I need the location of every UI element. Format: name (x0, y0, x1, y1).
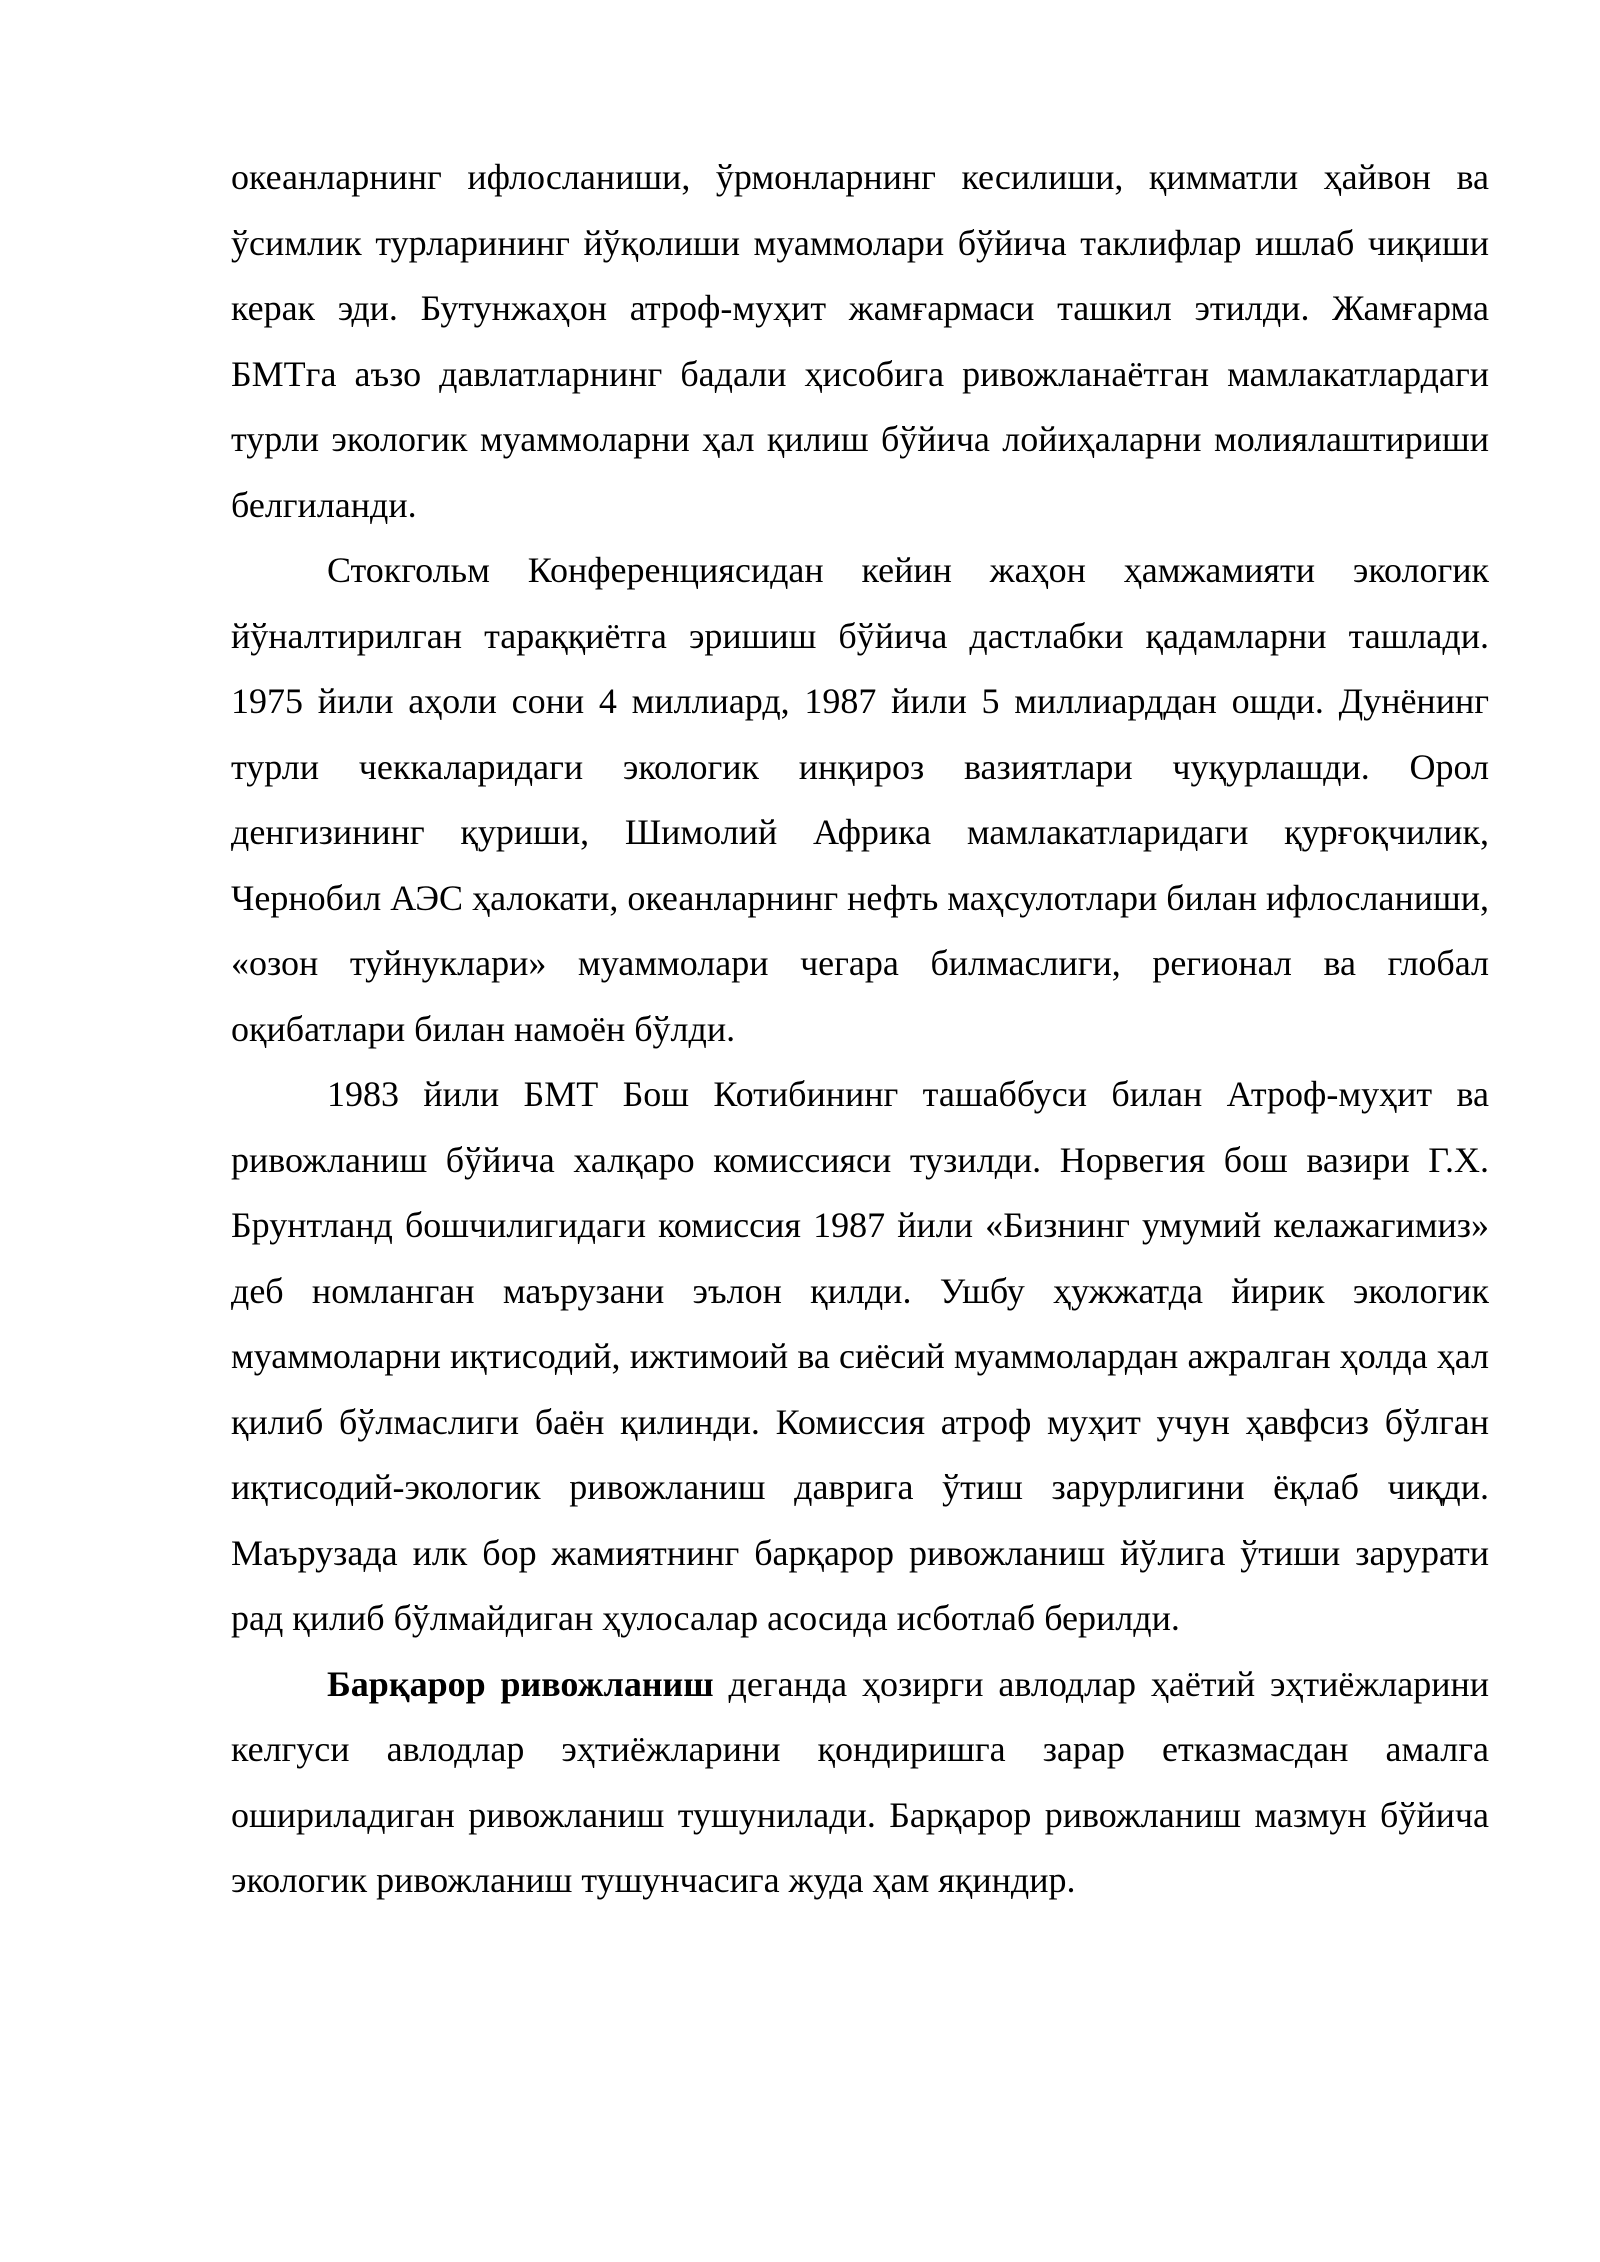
paragraph-sustainable-development-definition (231, 1652, 1489, 1914)
term-sustainable-development: Барқарор ривожланиш (327, 1663, 714, 1704)
paragraph-international-commission: 1983 йили БМТ Бош Котибининг ташаббуси билан Атроф-муҳит ва ривожланиш бўйича халқаро комиссияси тузилди. Норвегия бош вазири Г.Х. Брунтланд бошчилигидаги комиссия 1987 йили «Бизнинг умумий келажагимиз» деб номланган маърузани эълон қилди. Ушбу ҳужжатда йирик экологик муаммоларни иқтисодий, ижтимоий ва сиёсий муаммолардан ажралган ҳолда ҳал қилиб бўлмаслиги баён қилинди. Комиссия атроф муҳит учун ҳавфсиз бўлган иқтисодий-экологик ривожланиш даврига ўтиш зарурлигини ёқлаб чиқди. Маърузада илк бор жамиятнинг барқарор ривожланиш йўлига ўтиши зарурати рад қилиб бўлмайдиган ҳулосалар асосида исботлаб берилди. (231, 1074, 1489, 1638)
document-body (231, 145, 1489, 1914)
definition-text: деганда ҳозирги авлодлар ҳаётий эҳтиёжларини келгуси авлодлар эҳтиёжларини қондиришга зарар етказмасдан амалга ошириладиган ривожланиш тушунилади. Барқарор ривожланиш мазмун бўйича экологик ривожланиш тушунчасига жуда ҳам яқиндир. (231, 1663, 1489, 1900)
paragraph-stockholm-conference: Стокгольм Конференциясидан кейин жаҳон ҳамжамияти экологик йўналтирилган тараққиётга эришиш бўйича дастлабки қадамларни ташлади. 1975 йили аҳоли сони 4 миллиард, 1987 йили 5 миллиарддан ошди. Дунёнинг турли чеккаларидаги экологик инқироз вазиятлари чуқурлашди. Орол денгизининг қуриши, Шимолий Африка мамлакатларидаги қурғоқчилик, Чернобил АЭС ҳалокати, океанларнинг нефть маҳсулотлари билан ифлосланиши, «озон туйнуклари» муаммолари чегара билмаслиги, регионал ва глобал оқибатлари билан намоён бўлди. (231, 550, 1489, 1049)
paragraph-continuation: океанларнинг ифлосланиши, ўрмонларнинг кесилиши, қимматли ҳайвон ва ўсимлик турларининг йўқолиши муаммолари бўйича таклифлар ишлаб чиқиши керак эди. Бутунжаҳон атроф-муҳит жамғармаси ташкил этилди. Жамғарма БМТга аъзо давлатларнинг бадали ҳисобига ривожланаётган мамлакатлардаги турли экологик муаммоларни ҳал қилиш бўйича лойиҳаларни молиялаштириши белгиланди. (231, 157, 1489, 525)
